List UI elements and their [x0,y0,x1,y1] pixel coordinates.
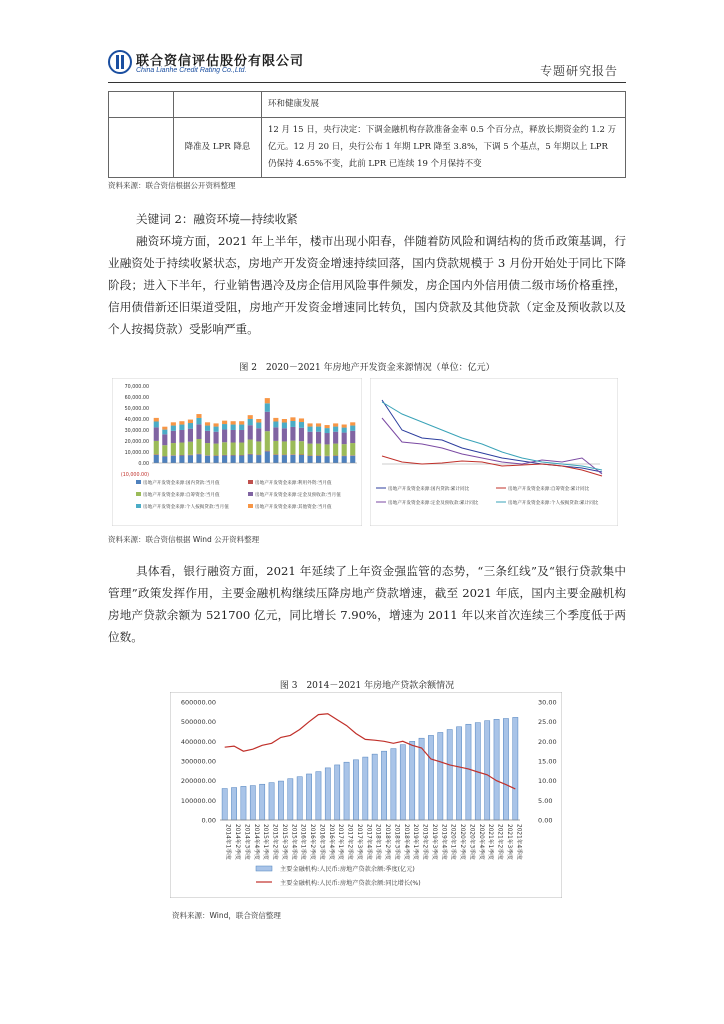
x-tick-label: 2020年3季度 [468,824,475,860]
stacked-bar-segment [350,456,355,463]
company-logo [108,50,132,74]
stacked-bar-segment [214,423,219,426]
report-type: 专题研究报告 [540,64,619,78]
y-left-tick-label: 200000.00 [180,777,216,786]
y-right-tick-label: 0.00 [538,816,553,825]
stacked-bar-segment [171,422,176,425]
table-cell: 环和健康发展 [262,92,626,118]
legend-label-bar: 主要金融机构:人民币:房地产贷款余额:季度(亿元) [280,866,415,873]
stacked-bar-segment [222,424,227,430]
stacked-bar-segment [307,444,312,456]
stacked-bar-segment [162,427,167,430]
growth-line [225,714,516,789]
bar [353,760,358,820]
stacked-bar-segment [179,425,184,430]
stacked-bar-segment [307,423,312,426]
stacked-bar-segment [239,430,244,443]
paragraph-bank-financing: 具体看，银行融资方面，2021 年延续了上年资金强监管的态势，“三条红线”及“银行贷款集中管理”政策发挥作用，主要金融机构继续压降房地产贷款增速，截至 2021 年底，国内主要金融机构房地产贷款余额为 521700 亿元，同比增长 7.90%，增速为 2011 年以来首次连续三个季度低于两位数。 [108,564,626,644]
stacked-bar-segment [342,433,347,445]
stacked-bar-segment [273,455,278,463]
stacked-bar-segment [333,456,338,463]
stacked-bar-segment [265,431,270,450]
bar [381,751,386,820]
stacked-bar-segment [179,430,184,443]
stacked-bar-segment [299,441,304,454]
legend-label: 房地产开发资金来源:个人按揭贷款:当月值 [143,505,229,510]
bar [513,717,518,820]
stacked-bar-segment [299,418,304,422]
stacked-bar-segment [350,431,355,443]
x-tick-label: 2019年3季度 [430,824,437,860]
stacked-bar-segment [350,443,355,455]
bar [306,774,311,820]
stacked-bar-segment [290,441,295,455]
stacked-bar-segment [248,415,253,419]
stacked-bar-segment [290,417,295,421]
legend-swatch [136,480,141,484]
legend-label: 房地产开发资金来源:其他资金:当月值 [255,505,332,510]
x-tick-label: 2014年3季度 [243,824,250,860]
y-left-tick-label: 600000.00 [180,698,216,707]
bar [278,781,283,820]
stacked-bar-segment [290,427,295,441]
stacked-bar-segment [222,442,227,455]
x-tick-label: 2019年1季度 [412,824,419,860]
bar [428,735,433,820]
bar [456,727,461,820]
figure-3-chart [170,692,562,898]
stacked-bar-segment [162,456,167,463]
stacked-bar-segment [307,432,312,444]
stacked-bar-segment [248,419,253,425]
x-tick-label: 2014年2季度 [234,824,241,860]
stacked-bar-segment [248,440,253,454]
stacked-bar-segment [239,421,244,424]
stacked-bar-segment [205,422,210,425]
figure-2-right-chart [370,378,618,526]
bar [335,765,340,820]
x-tick-label: 2018年3季度 [393,824,400,860]
stacked-bar-segment [162,430,167,435]
stacked-bar-segment [179,455,184,463]
x-tick-label: 2019年4季度 [440,824,447,860]
stacked-bar-segment [231,430,236,443]
stacked-bar-segment [256,423,261,429]
bar [503,719,508,820]
stacked-bar-segment [196,418,201,424]
bar [363,757,368,820]
stacked-bar-segment [196,454,201,463]
x-tick-label: 2018年4季度 [402,824,409,860]
lianhe-logo-icon [108,50,132,74]
stacked-bar-segment [188,429,193,442]
bar [372,754,377,820]
stacked-bar-segment [162,445,167,456]
stacked-bar-segment [273,422,278,428]
legend-label: 房地产开发资金来源:定金及预收款:当月值 [255,493,341,498]
x-tick-label: 2015年3季度 [280,824,287,860]
stacked-bar-segment [282,423,287,429]
chart-frame [112,378,362,526]
x-tick-label: 2021年3季度 [505,824,512,860]
stacked-bar-segment [222,421,227,424]
stacked-bar-segment [333,444,338,456]
stacked-bar-segment [239,455,244,463]
stacked-bar-segment [162,434,167,445]
x-tick-label: 2021年4季度 [515,824,522,860]
legend-swatch [136,492,141,496]
figure-2-caption: 图 2 2020－2021 年房地产开发资金来源情况（单位：亿元） [239,363,495,373]
x-tick-label: 2018年1季度 [374,824,381,860]
stacked-bar-segment [273,418,278,422]
bar [260,784,265,820]
x-tick-label: 2015年4季度 [290,824,297,860]
stacked-bar-segment [256,455,261,463]
x-tick-label: 2016年1季度 [299,824,306,860]
stacked-bar-segment [316,432,321,444]
stacked-bar-segment [154,418,159,422]
y-left-tick-label: 500000.00 [180,718,216,727]
x-tick-label: 2021年1季度 [487,824,494,860]
stacked-bar-segment [342,428,347,433]
source-note-2: 资料来源：联合资信根据 Wind 公开资料整理 [108,535,260,544]
bar [400,745,405,820]
bar [316,772,321,820]
bar [447,730,452,820]
bar [344,762,349,820]
legend-label: 房地产开发资金来源:自筹资金:当月值 [143,493,220,498]
company-name-en: China Lianhe Credit Rating Co.,Ltd. [136,67,247,74]
stacked-bar-segment [350,422,355,425]
x-tick-label: 2017年1季度 [337,824,344,860]
stacked-bar-segment [325,456,330,463]
stacked-bar-segment [290,455,295,463]
y-right-tick-label: 30.00 [538,698,557,707]
bar [297,777,302,820]
x-tick-label: 2020年2季度 [459,824,466,860]
stacked-bar-segment [188,442,193,455]
fig2-right-svg [370,378,618,526]
stacked-bar-segment [316,444,321,456]
stacked-bar-segment [239,425,244,430]
figure-2-left-chart [112,378,362,526]
stacked-bar-segment [307,427,312,432]
stacked-bar-segment [325,444,330,455]
stacked-bar-segment [214,427,219,432]
legend-swatch [136,504,141,508]
stacked-bar-segment [265,451,270,452]
stacked-bar-segment [171,426,176,431]
stacked-bar-segment [282,419,287,423]
stacked-bar-segment [256,428,261,441]
paragraph-financing: 融资环境方面，2021 年上半年，楼市出现小阳春，伴随着防风险和调结构的货币政策基调，行业融资处于持续收紧状态，房地产开发资金增速持续回落，国内贷款规模于 3 月份开始处于同比下降阶段；进入下半年，行业销售遇冷及房企信用风险事件频发，房企国内外信用债二级市场价格重挫，信用债借新还旧渠道受阻，房地产开发资金增速同比转负，国内贷款及其他贷款（定金及预收款以及个人按揭贷款）受影响严重。 [108,234,626,336]
x-tick-label: 2016年2季度 [309,824,316,860]
y-right-tick-label: 20.00 [538,737,557,746]
stacked-bar-segment [188,455,193,463]
x-tick-label: 2020年1季度 [449,824,456,860]
stacked-bar-segment [282,428,287,441]
stacked-bar-segment [273,427,278,441]
legend-label: 房地产开发资金来源:国内贷款:当月值 [143,481,220,486]
stacked-bar-segment [231,425,236,430]
stacked-bar-segment [273,441,278,455]
stacked-bar-segment [316,456,321,463]
keyword-heading: 关键词 2：融资环境—持续收紧 [136,212,298,226]
x-tick-label: 2017年3季度 [355,824,362,860]
stacked-bar-segment [282,455,287,463]
table-row [109,118,626,178]
x-tick-label: 2021年2季度 [496,824,503,860]
fig3-svg [170,692,562,898]
stacked-bar-segment [342,444,347,456]
bar [250,786,255,820]
source-note-3: 资料来源：Wind，联合资信整理 [172,911,281,920]
stacked-bar-segment [205,443,210,455]
source-note-1: 资料来源：联合资信根据公开资料整理 [108,181,236,190]
bar [288,779,293,820]
x-tick-label: 2016年4季度 [327,824,334,860]
bar [466,724,471,820]
y-tick-label: 30,000.00 [124,429,149,434]
stacked-bar-segment [214,444,219,456]
stacked-bar-segment [342,456,347,463]
stacked-bar-segment [222,430,227,443]
legend-swatch [248,504,253,508]
stacked-bar-segment [222,455,227,463]
series-line [382,456,602,476]
stacked-bar-segment [265,412,270,431]
stacked-bar-segment [299,455,304,463]
stacked-bar-segment [196,439,201,454]
stacked-bar-segment [205,456,210,463]
header-rule [108,82,626,83]
stacked-bar-segment [179,443,184,456]
stacked-bar-segment [214,432,219,444]
y-tick-label: 70,000.00 [124,385,149,390]
company-name-cn: 联合资信评估股份有限公司 [136,54,305,69]
x-tick-label: 2015年1季度 [262,824,269,860]
x-tick-label: 2020年4季度 [477,824,484,860]
x-tick-label: 2016年3季度 [318,824,325,860]
stacked-bar-segment [333,427,338,432]
x-tick-label: 2015年2季度 [271,824,278,860]
bar [231,788,236,820]
legend-swatch [248,480,253,484]
y-tick-label: 40,000.00 [124,418,149,423]
legend-label: 房地产开发资金来源:个人按揭贷款:累计同比 [508,501,599,506]
y-left-tick-label: 300000.00 [180,757,216,766]
stacked-bar-segment [325,433,330,444]
legend-swatch-bar [256,866,272,871]
stacked-bar-segment [307,456,312,463]
table-cell: 12 月 15 日，央行决定：下调金融机构存款准备金率 0.5 个百分点，释放长期资金约 1.2 万亿元。12 月 20 日，央行公布 1 年期 LPR 降至 3.8%，下调 5 个基点，5 年期以上 LPR 仍保持 4.65%不变，此前 LPR 已连续 19 个月保持不变 [262,118,626,178]
bar [269,783,274,820]
stacked-bar-segment [188,420,193,423]
bar [494,719,499,820]
stacked-bar-segment [154,427,159,441]
y-tick-label: (10,000.00) [120,473,149,478]
stacked-bar-segment [265,403,270,411]
stacked-bar-segment [325,425,330,428]
stacked-bar-segment [171,431,176,443]
stacked-bar-segment [154,422,159,428]
policy-table [108,91,626,178]
bar [391,749,396,820]
bar [438,732,443,820]
stacked-bar-segment [333,423,338,426]
table-cell-label: 降准及 LPR 降息 [174,118,262,178]
legend-label: 房地产开发资金来源:国内贷款:累计同比 [388,487,470,492]
stacked-bar-segment [256,419,261,423]
stacked-bar-segment [154,441,159,455]
legend-label-line: 主要金融机构:人民币:房地产贷款余额:同比增长(%) [280,880,421,887]
y-right-tick-label: 15.00 [538,757,557,766]
stacked-bar-segment [350,426,355,431]
stacked-bar-segment [333,432,338,444]
stacked-bar-segment [299,428,304,441]
stacked-bar-segment [188,423,193,429]
y-tick-label: 10,000.00 [124,451,149,456]
x-tick-label: 2017年2季度 [346,824,353,860]
stacked-bar-segment [214,456,219,463]
bar [241,786,246,820]
legend-label: 房地产开发资金来源:利用外资:当月值 [255,481,332,486]
y-tick-label: 60,000.00 [124,396,149,401]
y-right-tick-label: 25.00 [538,718,557,727]
bar [222,789,227,820]
y-left-tick-label: 100000.00 [180,796,216,805]
stacked-bar-segment [179,421,184,424]
stacked-bar-segment [316,427,321,432]
series-line [382,418,602,474]
stacked-bar-segment [154,455,159,463]
stacked-bar-segment [265,451,270,463]
stacked-bar-segment [196,424,201,439]
x-tick-label: 2017年4季度 [365,824,372,860]
series-line [382,400,602,472]
bar [410,741,415,820]
x-tick-label: 2014年1季度 [224,824,231,860]
x-tick-label: 2018年2季度 [384,824,391,860]
bar [325,768,330,820]
legend-swatch [248,492,253,496]
y-tick-label: 50,000.00 [124,407,149,412]
stacked-bar-segment [299,422,304,428]
stacked-bar-segment [171,456,176,463]
stacked-bar-segment [231,455,236,463]
legend-label: 房地产开发资金来源:自筹资金:累计同比 [508,487,590,492]
stacked-bar-segment [256,441,261,454]
stacked-bar-segment [265,398,270,403]
stacked-bar-segment [231,421,236,424]
bar [485,721,490,820]
stacked-bar-segment [248,454,253,463]
stacked-bar-segment [205,426,210,431]
stacked-bar-segment [248,425,253,439]
stacked-bar-segment [205,431,210,443]
stacked-bar-segment [239,443,244,456]
stacked-bar-segment [325,428,330,433]
y-left-tick-label: 400000.00 [180,737,216,746]
table-row [109,92,626,118]
legend-label: 房地产开发资金来源:定金及预收款:累计同比 [388,501,479,506]
y-tick-label: 0.00 [138,462,149,467]
x-tick-label: 2014年4季度 [252,824,259,860]
y-left-tick-label: 0.00 [201,816,216,825]
y-tick-label: 20,000.00 [124,440,149,445]
stacked-bar-segment [316,423,321,426]
stacked-bar-segment [196,414,201,418]
stacked-bar-segment [282,441,287,454]
stacked-bar-segment [171,443,176,455]
y-right-tick-label: 5.00 [538,796,553,805]
x-tick-label: 2019年2季度 [421,824,428,860]
stacked-bar-segment [290,421,295,427]
stacked-bar-segment [342,425,347,428]
fig2-left-svg [112,378,362,526]
stacked-bar-segment [231,443,236,456]
figure-3-caption: 图 3 2014－2021 年房地产贷款余额情况 [279,681,455,691]
y-right-tick-label: 10.00 [538,777,557,786]
